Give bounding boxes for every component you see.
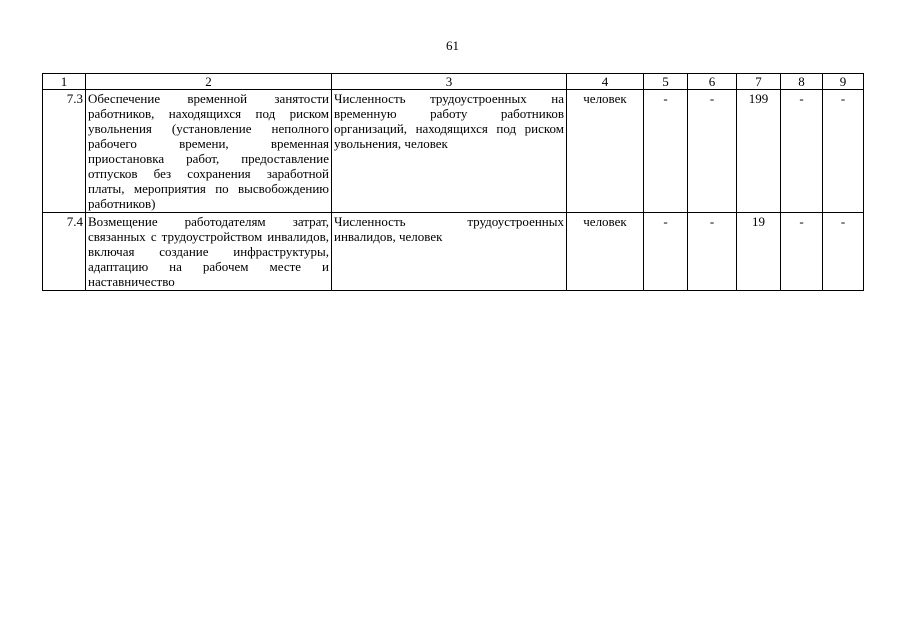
column-header: 9 [823,74,864,90]
indicator-cell: Численность трудоустроенных на временную работу работников организаций, находящихся под риском увольнения, человек [332,90,567,213]
value-cell: - [781,90,823,213]
table-header-row [43,74,864,90]
column-header: 1 [43,74,86,90]
indicator-cell: Численность трудоустроенных инвалидов, человек [332,213,567,291]
measure-cell: Обеспечение временной занятости работников, находящихся под риском увольнения (установление неполного рабочего времени, временная приостановка работ, предоставление отпусков без сохранения заработной платы, мероприятия по высвобождению работников) [86,90,332,213]
value-cell: - [644,90,688,213]
column-header: 6 [688,74,737,90]
unit-cell: человек [567,90,644,213]
value-cell: - [644,213,688,291]
row-number: 7.4 [43,213,86,291]
value-cell: - [688,90,737,213]
page-number: 61 [446,38,459,53]
column-header: 2 [86,74,332,90]
unit-cell: человек [567,213,644,291]
column-header: 5 [644,74,688,90]
column-header: 3 [332,74,567,90]
indicator-table [42,73,864,291]
value-cell: - [688,213,737,291]
measure-cell: Возмещение работодателям затрат, связанных с трудоустройством инвалидов, включая создание инфраструктуры, адаптацию на рабочем месте и наставничество [86,213,332,291]
value-cell: - [823,213,864,291]
table-row [43,90,864,213]
value-cell: 19 [737,213,781,291]
value-cell: 199 [737,90,781,213]
column-header: 4 [567,74,644,90]
value-cell: - [781,213,823,291]
column-header: 7 [737,74,781,90]
column-header: 8 [781,74,823,90]
table-row [43,213,864,291]
value-cell: - [823,90,864,213]
row-number: 7.3 [43,90,86,213]
